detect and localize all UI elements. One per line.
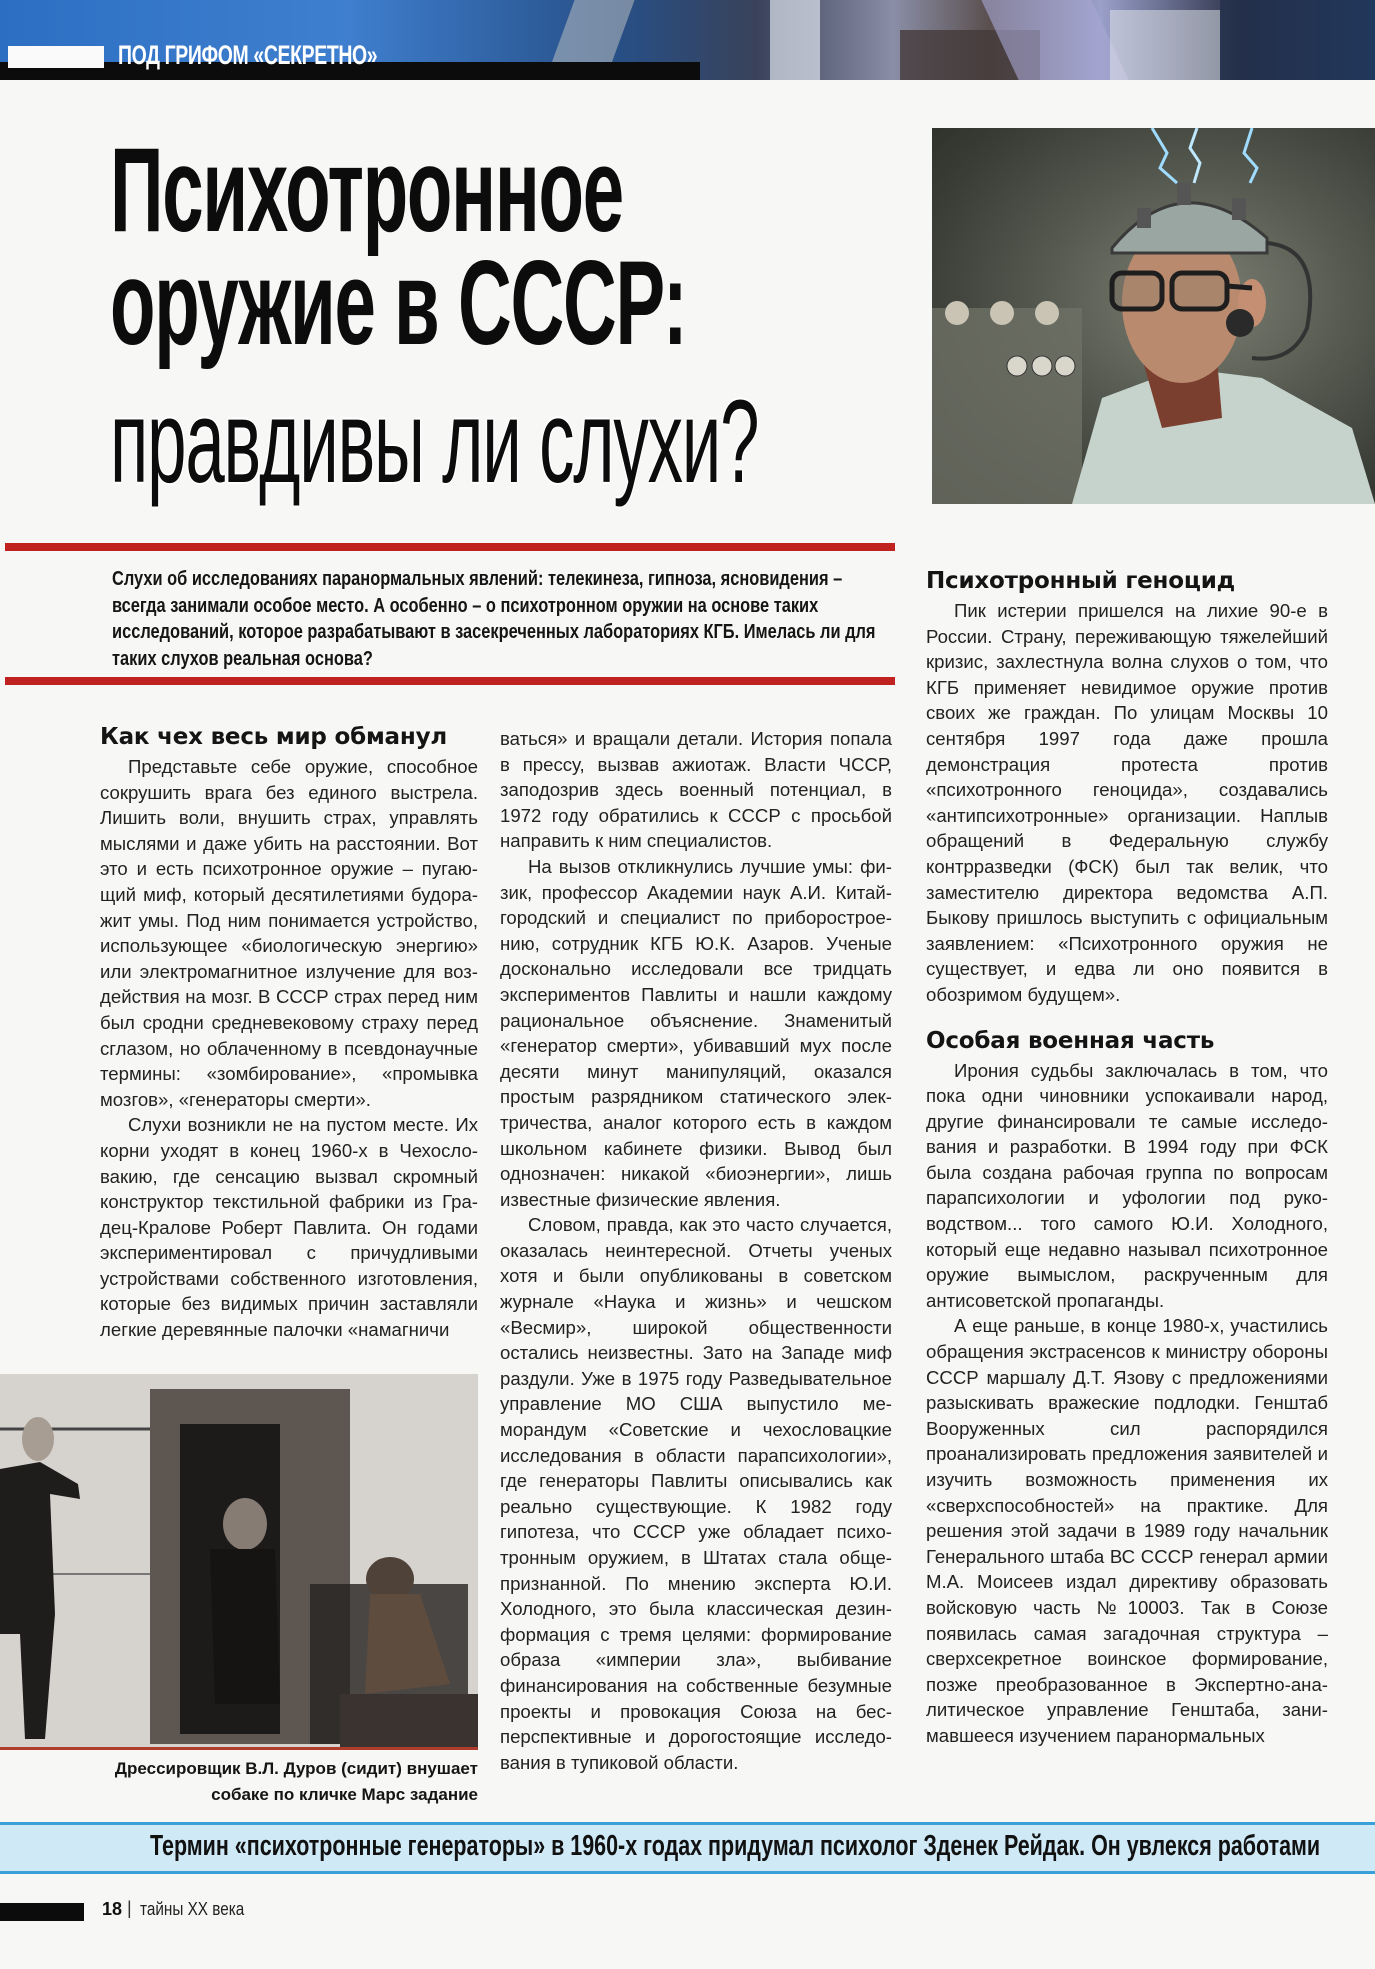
headline-line-2: оружие в СССР: — [110, 236, 687, 370]
seated-man — [210, 1549, 280, 1704]
lightning-bolt — [1244, 128, 1257, 183]
helmet-electrode — [1177, 183, 1191, 205]
article-column-3 — [926, 566, 1328, 1749]
lead-paragraph: Слухи об исследованиях паранормальных явлений: телекинеза, гипноза, ясновидения – всегда занимали особое место. А особенно – о психотронном оружии на основе таких исследований, которое разрабатывают в засекреченных лабораториях КГБ. Имелась ли для таких слухов реальная основа? — [112, 567, 876, 670]
lightning-bolt — [1190, 128, 1200, 183]
red-divider — [5, 677, 895, 685]
glasses-lens — [1172, 273, 1227, 309]
pedestal — [340, 1694, 478, 1747]
section-heading: Как чех весь мир обманул — [100, 724, 448, 750]
glasses-lens — [1112, 273, 1162, 309]
gauge — [1007, 356, 1027, 376]
headline-line-1: Психотронное — [110, 123, 623, 257]
article-column-1 — [100, 722, 478, 1343]
vacuum-tube — [1035, 301, 1059, 325]
banner-graphic — [1220, 0, 1375, 80]
headphone — [1226, 309, 1254, 337]
scientist-helmet-illustration — [932, 128, 1375, 504]
hero-illustration — [932, 128, 1375, 504]
article-paragraph: Слухи возникли не на пустом месте. Их корни уходят в конец 1960-х в Чехословакию, где сенсацию вызвал скромный конструктор текстильной фабрики из Градец-Кралове Роберт Павлита. Он годами экспериментировал с причудливыми устройствами собственного изготовления, которые без видимых причин заставляли легкие деревянные палочки «намагничи — [100, 1114, 478, 1341]
helmet-electrode — [1137, 208, 1151, 228]
magazine-name: тайны XX века — [140, 1899, 245, 1919]
pull-quote-text: Термин «психотронные генераторы» в 1960-х годах придумал психолог Зденек Рейдак. Он увлекся работами — [150, 1830, 1321, 1862]
banner-graphic — [770, 0, 820, 80]
article-paragraph: Пик истерии пришелся на лихие 90-е в России. Страну, переживающую тяжелейший кризис, захлестнула волна слухов о том, что КГБ применяет невидимое оружие против своих же граждан. По улицам Москвы 10 сентября 1997 года даже прошла демонстрация протеста против «психотронного геноцида», создавались «антипсихотронные» организации. Наплыв обращений в Федеральную службу контрразведки (ФСК) был так велик, что заместителю директора ведомства А.П. Быкову пришлось выступить с официальным заявлением: «Психотронного оружия не существует, и едва ли оно появится в обозримом будущем». — [926, 600, 1328, 1005]
article-paragraph: Ирония судьбы заключалась в том, что пока одни чиновники успокаивали народ, другие финансировали те самые исследования и разработки. В 1994 году при ФСК была создана рабочая группа по вопросам парапсихологии и уфологии под руководством... того самого Ю.И. Холодного, который еще недавно называл психотронное оружие вымыслом, раскрученным для антисоветской пропаганды. — [926, 1059, 1328, 1311]
vacuum-tube — [945, 301, 969, 325]
article-paragraph: Представьте себе оружие, способное сокрушить врага без единого выстрела. Лишить воли, внушить страх, управлять мыслями и даже убить на расстоянии. Вот это и есть психотронное оружие – пугающий миф, который десятилетиями будоражит умы. Под ним понимается устройство, использующее «биологическую энергию» или электромагнитное излучение для воздействия на мозг. В СССР страх перед ним был сродни средневековому страху перед сглазом, но облаченному в псевдонаучные термины: «зомбирование», «промывка мозгов», «генераторы смерти». — [100, 756, 478, 1110]
page-number: 18 — [102, 1899, 123, 1919]
glasses-temple — [1227, 286, 1252, 288]
historical-photo — [0, 1374, 478, 1750]
red-divider — [5, 543, 895, 551]
gauge — [1055, 356, 1075, 376]
seated-man-head — [223, 1498, 267, 1550]
article-paragraph: Словом, правда, как это часто случается, оказалась неинтересной. Отчеты ученых хотя и были опубликованы в советском журнале «Наука и жизнь» и чешском «Весмир», широкой общественности остались неизвестны. Зато на Западе миф раздули. Уже в 1975 году Разведывательное управление МО США выпустило меморандум «Советские и чехословацкие исследования в области парапсихологии», где генераторы Павлиты описывались как реально существующие. К 1982 году гипотеза, что СССР уже обладает психотронным оружием, в Штатах стала общепризнанной. По мнению эксперта Ю.И. Холодного, это была классическая дезинформация с тремя целями: формирование образа «империи зла», выбивание финансирования на собственные безумные проекты и провокация Союза на бесперспективные и дорогостоящие исследования в тупиковой области. — [500, 1214, 892, 1773]
article-column-2 — [500, 726, 892, 1775]
standing-man-head — [22, 1417, 54, 1461]
section-label: ПОД ГРИФОМ «СЕКРЕТНО» — [118, 40, 378, 70]
helmet-electrode — [1232, 198, 1246, 220]
article-paragraph: ваться» и вращали детали. История попала в прессу, вызвав ажиотаж. Власти ЧССР, заподозрив здесь военный потенциал, в 1972 году обратились к СССР с просьбой направить к ним специалистов. — [500, 728, 892, 852]
vacuum-tube — [990, 301, 1014, 325]
machinery-panel — [932, 308, 1082, 504]
section-heading: Особая военная часть — [926, 1027, 1215, 1054]
section-heading: Психотронный геноцид — [926, 568, 1235, 594]
photo-caption-line: Дрессировщик В.Л. Дуров (сидит) внушает — [114, 1759, 478, 1778]
article-paragraph: А еще раньше, в конце 1980-х, участились обращения экстрасенсов к министру обороны СССР маршалу Д.Т. Язову с предложениями разыскивать вражеские подлодки. Генштаб Вооруженных сил распорядился проанализировать предложения заявителей и изучить возможность применения их «сверхспособностей» на практике. Для решения этой задачи в 1989 году начальник Генерального штаба ВС СССР генерал армии М.А. Моисеев издал директиву образовать войсковую часть №10003. Так в Союзе появилась самая загадочная структура – сверхсекретное воинское формирование, позже преобразованное в Экспертно-аналитическое управление Генштаба, занимавшееся изучением паранормальных — [926, 1315, 1328, 1746]
photo-caption — [60, 1756, 478, 1808]
lab-coat — [1072, 368, 1375, 504]
lightning-bolt — [1152, 128, 1177, 183]
footer-separator: | — [127, 1898, 132, 1918]
headline-line-3: правдивы ли слухи? — [110, 376, 759, 508]
photo-caption-line: собаке по кличке Марс задание — [211, 1785, 478, 1804]
banner-white-block — [8, 46, 104, 68]
footer-black-bar — [0, 1903, 84, 1921]
gauge — [1032, 356, 1052, 376]
article-paragraph: На вызов откликнулись лучшие умы: физик, профессор Академии наук А.И. Китайгородский и специалист по приборостроению, сотрудник КГБ Ю.К. Азаров. Ученые досконально исследовали все тридцать экспериментов Павлиты и нашли каждому рациональное объяснение. Знаменитый «генератор смерти», убивавший мух после десяти минут манипуляций, оказался простым разрядником статического электричества, аналог которого есть в каждом школьном кабинете физики. Вывод был однозначен: никакой «биоэнергии», лишь известные физические явления. — [500, 855, 892, 1210]
trainer-with-dog-photo — [0, 1374, 478, 1747]
banner-graphic — [1110, 10, 1220, 80]
